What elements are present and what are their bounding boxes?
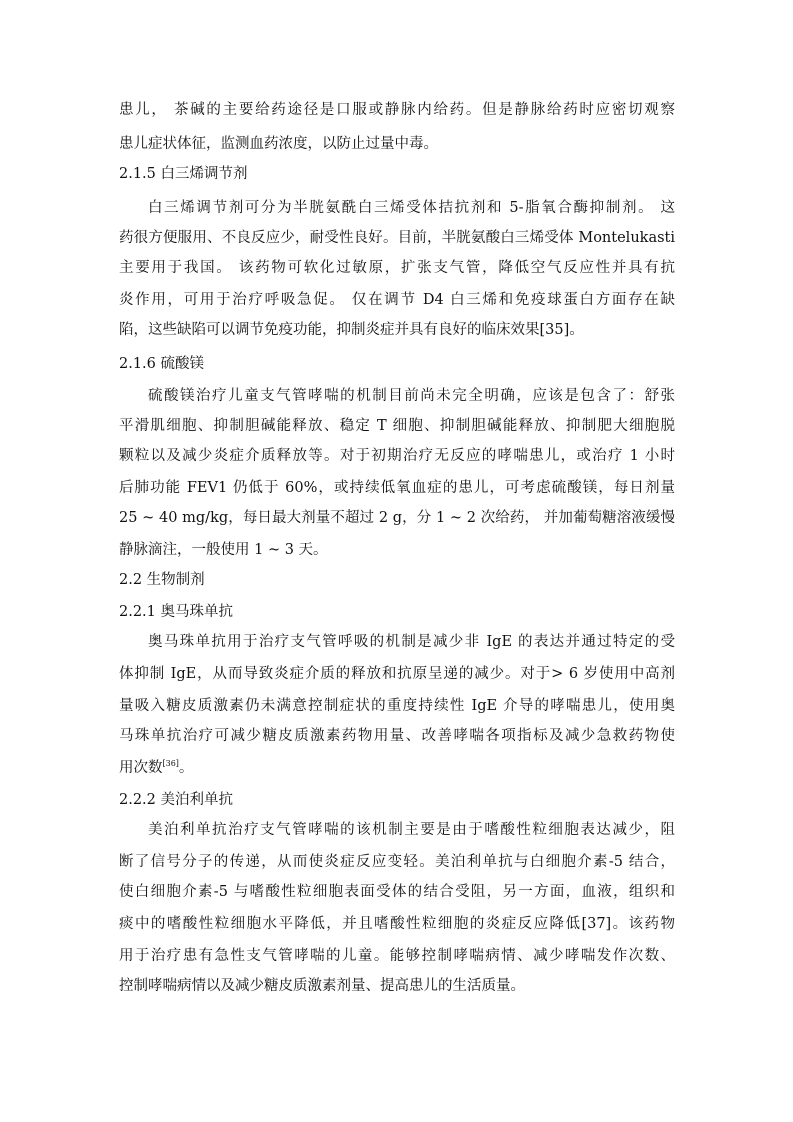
paragraph-line: 平滑肌细胞、抑制胆碱能释放、稳定 T 细胞、抑制胆碱能释放、抑制肥大细胞脱 (119, 418, 675, 434)
section-heading: 2.2.2 美泊利单抗 (119, 792, 234, 808)
paragraph-line: 硫酸镁治疗儿童支气管哮喘的机制目前尚未完全明确，应该是包含了：舒张 (148, 388, 675, 404)
paragraph-line: 奥马珠单抗用于治疗支气管呼吸的机制是减少非 IgE 的表达并通过特定的受 (148, 634, 675, 650)
paragraph-line: 颗粒以及减少炎症介质释放等。对于初期治疗无反应的哮喘患儿，或治疗 1 小时 (119, 448, 675, 464)
paragraph-line: 患儿症状体征，监测血药浓度，以防止过量中毒。 (119, 136, 438, 152)
paragraph-line: 后肺功能 FEV1 仍低于 60%，或持续低氧血症的患儿，可考虑硫酸镁，每日剂量 (119, 480, 675, 496)
paragraph-line: 白三烯调节剂可分为半胱氨酰白三烯受体拮抗剂和 5-脂氧合酶抑制剂。 这 (148, 200, 675, 216)
paragraph-text: 用次数 (119, 760, 163, 776)
paragraph-tail: 。 (178, 760, 194, 776)
section-heading: 2.2 生物制剂 (119, 572, 205, 588)
paragraph-line: 药很方便服用、不良反应少，耐受性良好。目前，半胱氨酸白三烯受体 Montelukasti (119, 230, 675, 246)
paragraph-line: 美泊利单抗治疗支气管哮喘的该机制主要是由于嗜酸性粒细胞表达减少，阻 (148, 822, 675, 838)
paragraph-line: 炎作用，可用于治疗呼吸急促。 仅在调节 D4 白三烯和免疫球蛋白方面存在缺 (119, 292, 675, 308)
paragraph-line: 25 ~ 40 mg/kg，每日最大剂量不超过 2 g，分 1 ~ 2 次给药， 并加葡萄糖溶液缓慢 (119, 510, 675, 526)
paragraph-line: 痰中的嗜酸性粒细胞水平降低，并且嗜酸性粒细胞的炎症反应降低[37]。该药物 (119, 916, 675, 932)
paragraph-line: 马珠单抗治疗可减少糖皮质激素药物用量、改善哮喘各项指标及减少急救药物使 (119, 728, 675, 744)
paragraph-line: 体抑制 IgE，从而导致炎症介质的释放和抗原呈递的减少。对于> 6 岁使用中高剂 (119, 666, 675, 682)
section-heading: 2.1.5 白三烯调节剂 (119, 166, 248, 182)
paragraph-line: 使白细胞介素-5 与嗜酸性粒细胞表面受体的结合受阻，另一方面，血液，组织和 (119, 884, 675, 900)
paragraph-line: 静脉滴注，一般使用 1 ~ 3 天。 (119, 542, 328, 558)
paragraph-line: 用于治疗患有急性支气管哮喘的儿童。能够控制哮喘病情、减少哮喘发作次数、 (119, 948, 675, 964)
paragraph-line: 患儿， 茶碱的主要给药途径是口服或静脉内给药。但是静脉给药时应密切观察 (119, 102, 675, 118)
paragraph-line: 主要用于我国。 该药物可软化过敏原，扩张支气管，降低空气反应性并具有抗 (119, 260, 675, 276)
paragraph-line: 陷，这些缺陷可以调节免疫功能，抑制炎症并具有良好的临床效果[35]。 (119, 322, 584, 338)
paragraph-line: 控制哮喘病情以及减少糖皮质激素剂量、提高患儿的生活质量。 (119, 978, 525, 994)
citation-marker: [36] (162, 759, 179, 768)
section-heading: 2.2.1 奥马珠单抗 (119, 604, 234, 620)
paragraph-line: 断了信号分子的传递，从而使炎症反应变轻。美泊利单抗与白细胞介素-5 结合， (119, 854, 675, 870)
section-heading: 2.1.6 硫酸镁 (119, 356, 205, 372)
paragraph-line: 量吸入糖皮质激素仍未满意控制症状的重度持续性 IgE 介导的哮喘患儿，使用奥 (119, 698, 675, 714)
paragraph-line (119, 754, 193, 782)
